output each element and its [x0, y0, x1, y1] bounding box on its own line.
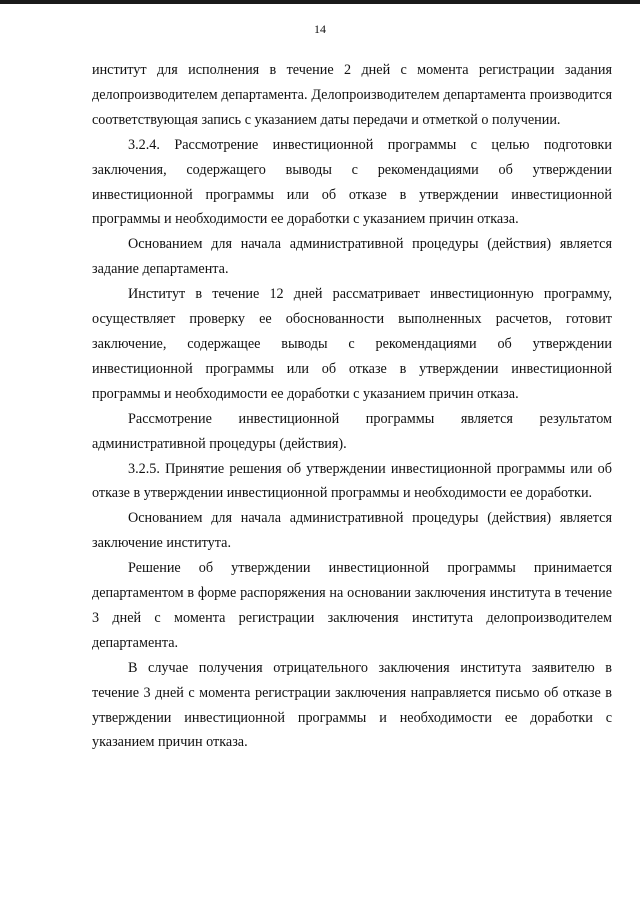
document-body — [92, 58, 612, 755]
paragraph-institute-review: Институт в течение 12 дней рассматривает инвестиционную программу, осуществляет проверку ее обоснованности выполненных расчетов, готовит заключение, содержащее выводы с рекомендациями об утверждении инвестиционной программы или об отказе в утверждении инвестиционной программы и необходимости ее доработки с указанием причин отказа. — [92, 286, 612, 402]
page-number: 14 — [314, 22, 326, 36]
section-3-2-5-heading: 3.2.5. Принятие решения об утверждении инвестиционной программы или об отказе в утверждении инвестиционной программы и необходимости ее доработки. — [92, 460, 612, 502]
paragraph-review-result: Рассмотрение инвестиционной программы является результатом административной процедуры (действия). — [92, 410, 612, 452]
paragraph-basis-conclusion: Основанием для начала административной процедуры (действия) является заключение института. — [92, 510, 612, 552]
paragraph-basis-task: Основанием для начала административной процедуры (действия) является задание департамента. — [92, 236, 612, 278]
top-border-line — [0, 0, 640, 4]
section-3-2-4-heading: 3.2.4. Рассмотрение инвестиционной программы с целью подготовки заключения, содержащего выводы с рекомендациями об утверждении инвестиционной программы или об отказе в утверждении инвестиционной программы и необходимости ее доработки с указанием причин отказа. — [92, 136, 612, 228]
paragraph-approval-decision: Решение об утверждении инвестиционной программы принимается департаментом в форме распоряжения на основании заключения института в течение 3 дней с момента регистрации заключения института делопроизводителем департамента. — [92, 560, 612, 651]
paragraph-negative-conclusion: В случае получения отрицательного заключения института заявителю в течение 3 дней с момента регистрации заключения направляется письмо об отказе в утверждении инвестиционной программы и необходимости ее доработки с указанием причин отказа. — [92, 659, 612, 751]
paragraph-continuation: институт для исполнения в течение 2 дней с момента регистрации задания делопроизводителем департамента. Делопроизводителем департамента производится соответствующая запись с указанием даты передачи и отметкой о получении. — [92, 62, 612, 128]
